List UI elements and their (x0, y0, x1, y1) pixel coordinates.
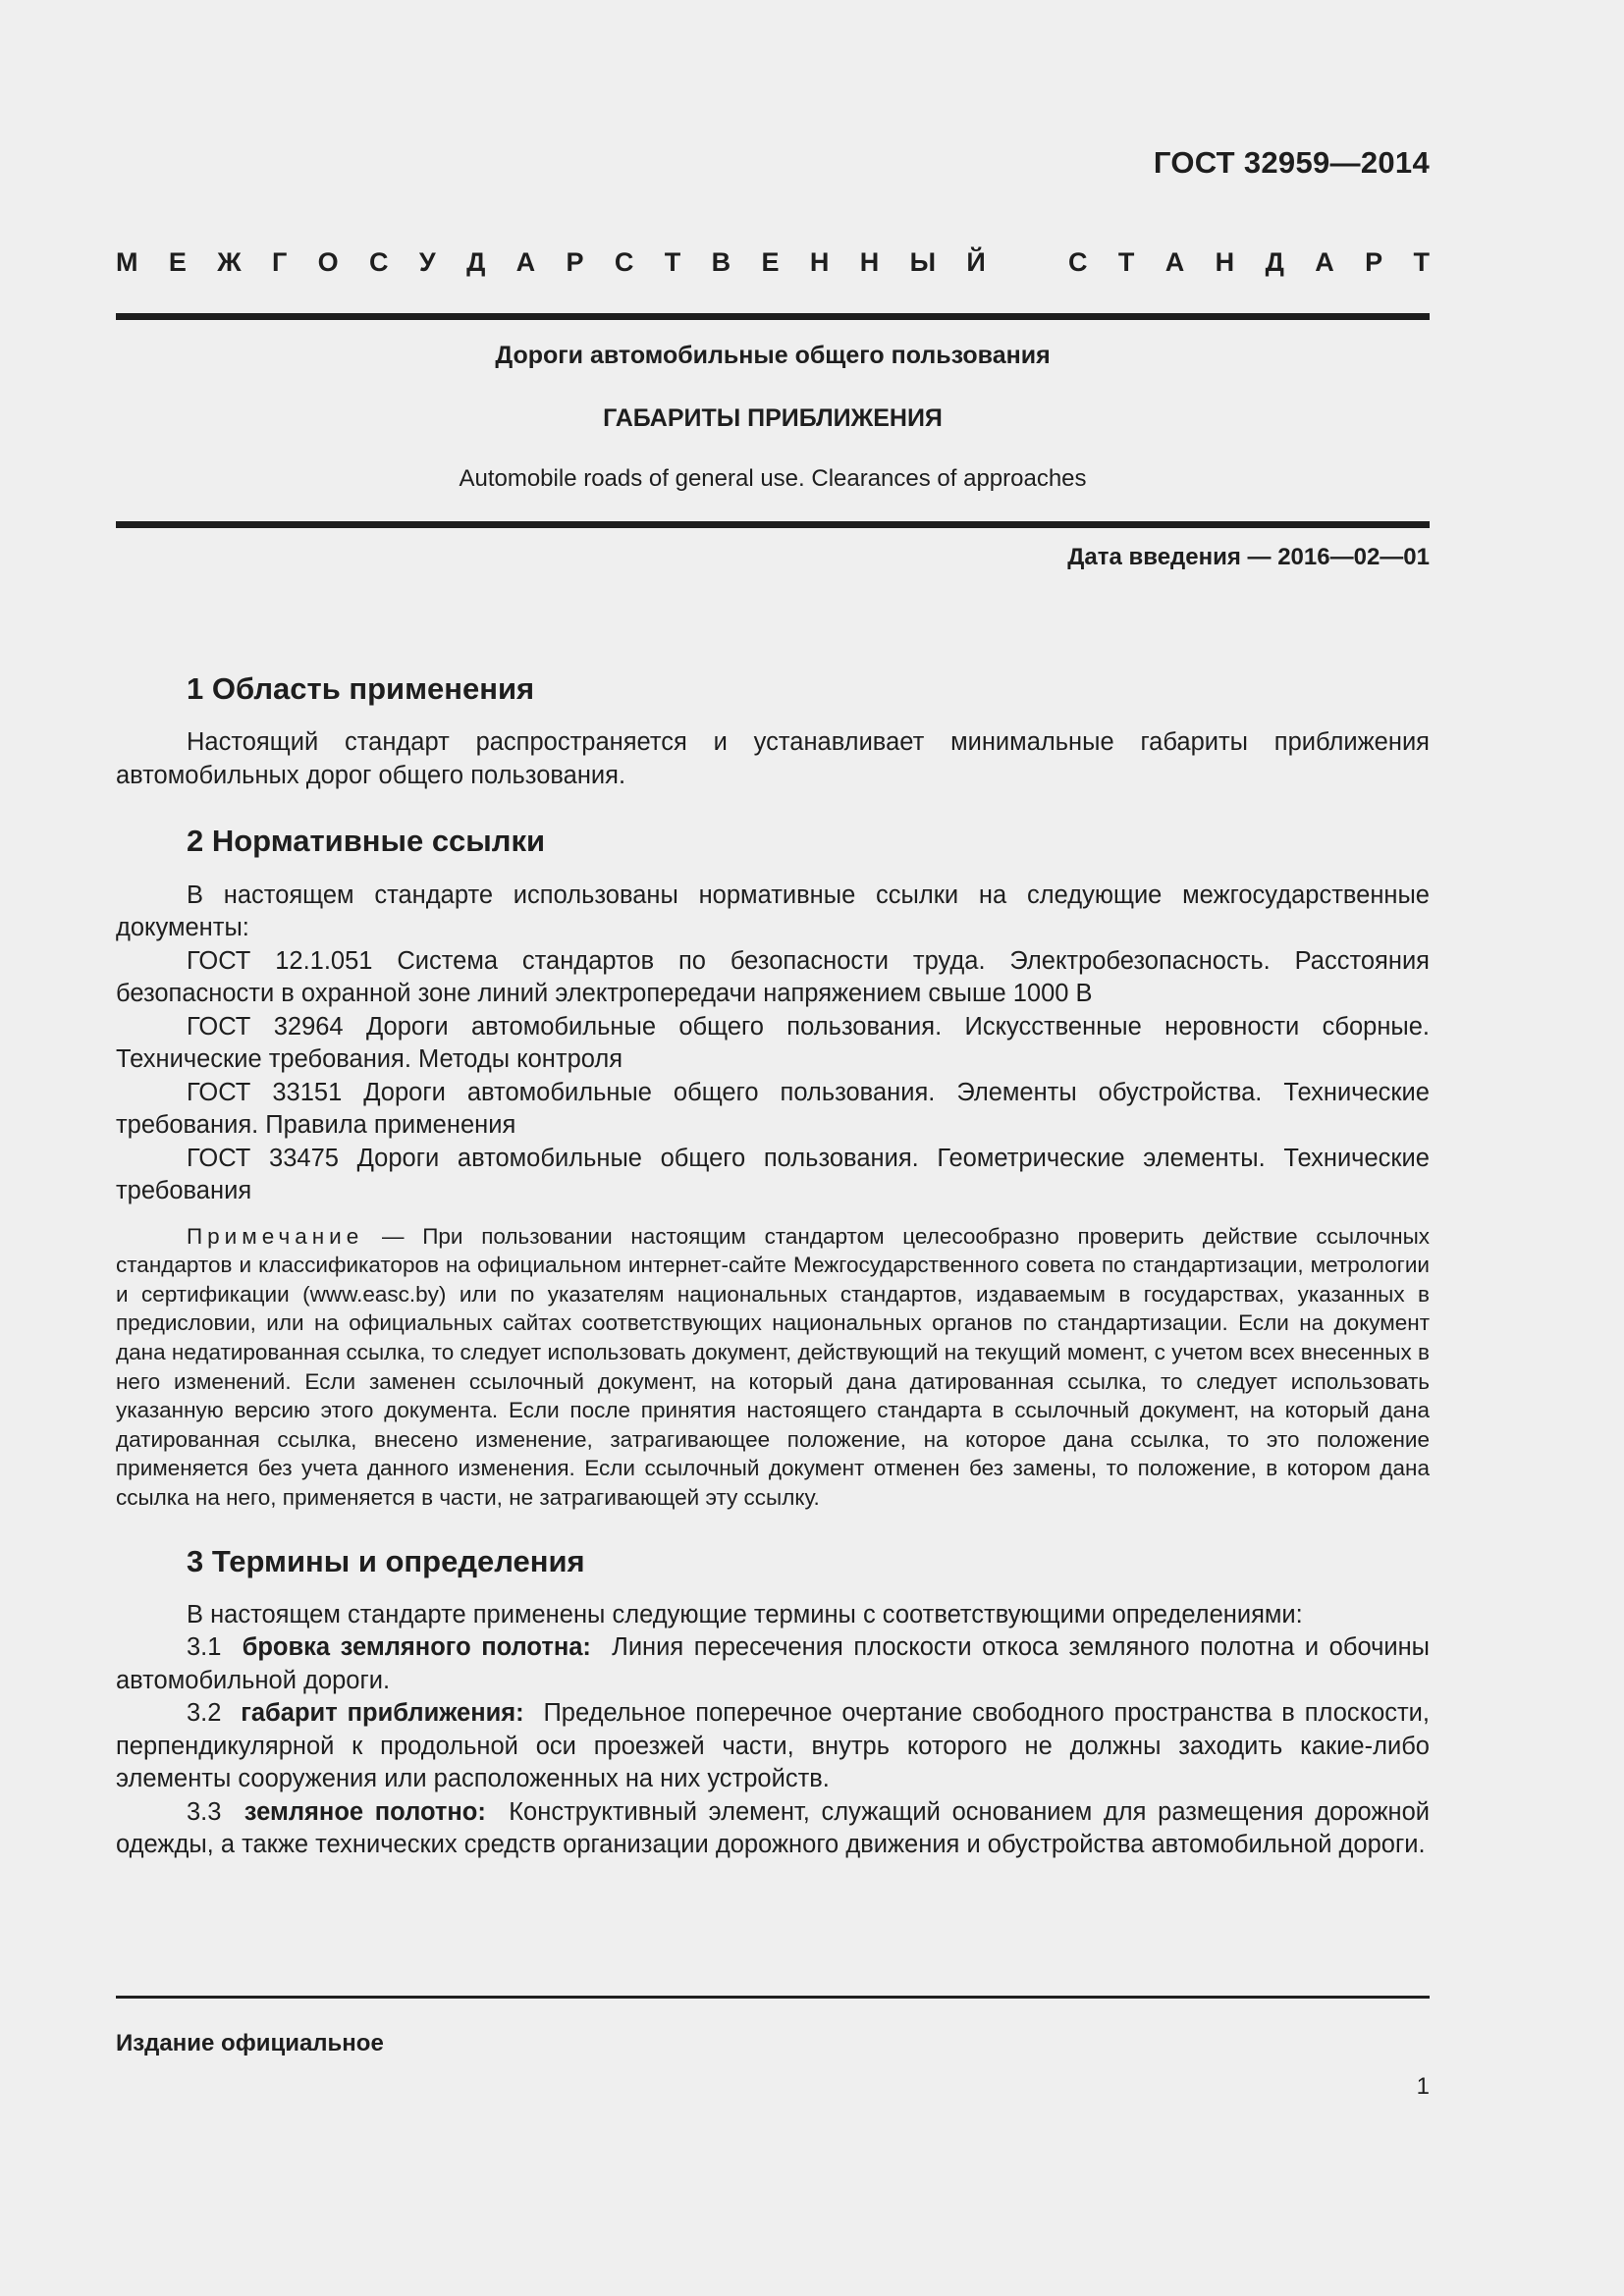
reference-item: ГОСТ 33475 Дороги автомобильные общего пользования. Геометрические элементы. Технические требования (116, 1144, 1430, 1205)
document-title: ГАБАРИТЫ ПРИБЛИЖЕНИЯ (603, 404, 943, 432)
section-heading-references: 2 Нормативные ссылки (187, 824, 546, 859)
scope-paragraph: Настоящий стандарт распространяется и устанавливает минимальные габариты приближения автомобильных дорог общего пользования. (116, 728, 1430, 789)
note-text: — При пользовании настоящим стандартом целесообразно проверить действие ссылочных стандартов и классификаторов на официальном интернет-сайте Межгосударственного совета по стандартизации, метрологии и сертификации (www.easc.by) или по указателям национальных стандартов, издаваемым в государствах, указанных в предисловии, или на официальных сайтах соответствующих национальных органов по стандартизации. Если на документ дана недатированная ссылка, то следует использовать документ, действующий на текущий момент, с учетом всех внесенных в него изменений. Если заменен ссылочный документ, на который дана датированная ссылка, то следует использовать указанную версию этого документа. Если после принятия настоящего стандарта в ссылочный документ, на который дана датированная ссылка, внесено изменение, затрагивающее положение, на которое дана ссылка, то это положение применяется без учета данного изменения. Если ссылочный документ отменен без замены, то положение, в котором дана ссылка на него, применяется в части, не затрагивающей эту ссылку. (116, 1223, 1430, 1510)
banner-word-interstate: М Е Ж Г О С У Д А Р С Т В Е Н Н Ы Й (116, 247, 986, 277)
introduction-date: Дата введения — 2016—02—01 (1067, 544, 1430, 570)
term-definition: Предельное поперечное очертание свободного пространства в плоскости, перпендикулярной к продольной оси проезжей части, внутрь которого не должны заходить какие-либо элементы сооружения или расположенных на них устройств. (116, 1699, 1431, 1793)
term-item (116, 1697, 1430, 1796)
section-heading-terms: 3 Термины и определения (187, 1543, 585, 1578)
footer-rule (116, 1996, 1430, 1999)
title-bottom-rule (116, 521, 1430, 528)
reference-item: ГОСТ 12.1.051 Система стандартов по безопасности труда. Электробезопасность. Расстояния безопасности в охранной зоне линий электропередачи напряжением свыше 1000 В (116, 946, 1430, 1008)
references-note (116, 1222, 1430, 1513)
term-number: 3.2 (187, 1699, 222, 1728)
term-item (116, 1631, 1430, 1697)
document-page (116, 0, 1430, 2296)
document-english-title: Automobile roads of general use. Clearances of approaches (459, 465, 1087, 492)
banner-word-standard: С Т А Н Д А Р Т (1068, 247, 1430, 277)
page-number: 1 (1416, 2073, 1430, 2100)
standard-code: ГОСТ 32959—2014 (1153, 145, 1430, 180)
top-rule (116, 313, 1430, 320)
reference-item: ГОСТ 33151 Дороги автомобильные общего пользования. Элементы обустройства. Технические требования. Правила применения (116, 1078, 1430, 1140)
term-name: земляное полотно: (244, 1797, 486, 1826)
term-name: бровка земляного полотна: (242, 1633, 591, 1662)
term-number: 3.3 (187, 1797, 222, 1826)
term-number: 3.1 (187, 1633, 222, 1662)
note-label: Примечание (187, 1223, 364, 1249)
term-item (116, 1796, 1430, 1862)
standard-type-banner (116, 247, 1430, 278)
document-body (116, 669, 1430, 1862)
document-subject: Дороги автомобильные общего пользования (495, 342, 1051, 369)
term-definition: Конструктивный элемент, служащий основанием для размещения дорожной одежды, а также технических средств организации дорожного движения и обустройства автомобильной дороги. (116, 1797, 1431, 1859)
term-name: габарит приближения: (241, 1699, 524, 1728)
terms-intro: В настоящем стандарте применены следующие термины с соответствующими определениями: (187, 1600, 1303, 1629)
reference-item: ГОСТ 32964 Дороги автомобильные общего пользования. Искусственные неровности сборные. Технические требования. Методы контроля (116, 1012, 1430, 1074)
section-heading-scope: 1 Область применения (187, 671, 535, 706)
references-intro: В настоящем стандарте использованы нормативные ссылки на следующие межгосударственные документы: (116, 881, 1430, 942)
term-definition: Линия пересечения плоскости откоса земляного полотна и обочины автомобильной дороги. (116, 1633, 1431, 1694)
official-edition-label: Издание официальное (116, 2030, 384, 2056)
